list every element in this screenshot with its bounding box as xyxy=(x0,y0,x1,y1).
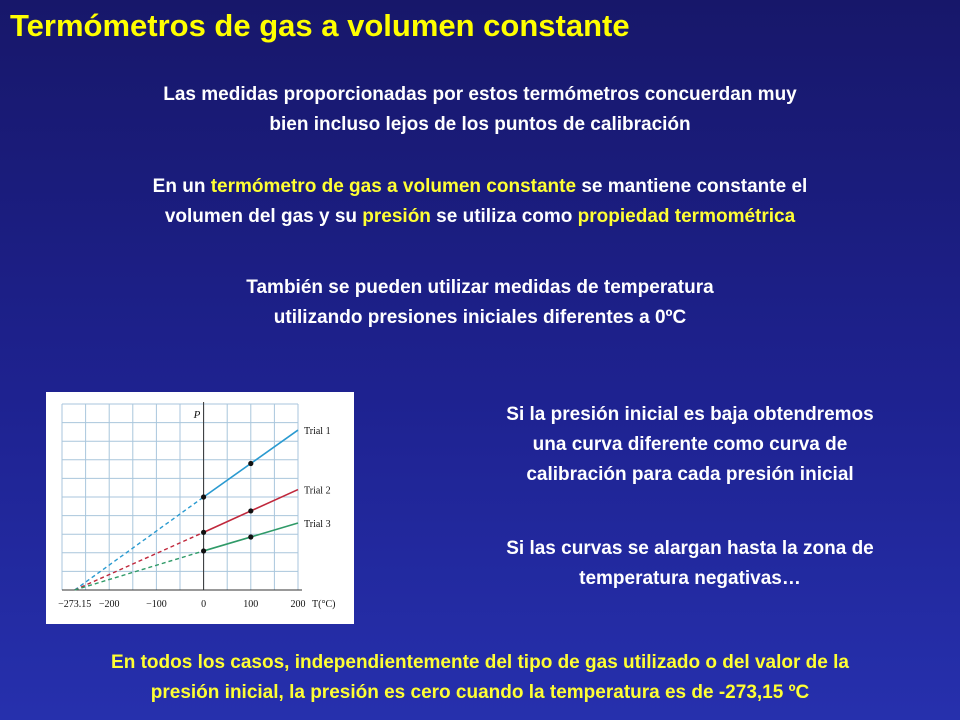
low-pressure-line-1: Si la presión inicial es baja obtendremos xyxy=(506,404,874,425)
text-segment: volumen del gas y su xyxy=(164,206,363,227)
low-pressure-paragraph xyxy=(440,400,940,490)
data-point xyxy=(201,530,206,535)
highlight-pressure: presión xyxy=(362,206,431,227)
definition-line-2 xyxy=(0,202,960,232)
series-extrapolation-dashed xyxy=(75,532,204,590)
slide-title: Termómetros de gas a volumen constante xyxy=(10,8,630,43)
initial-pressures-line-1: También se pueden utilizar medidas de temperatura xyxy=(246,277,714,298)
intro-line-2: bien incluso lejos de los puntos de calibración xyxy=(269,114,691,135)
series-legend-label: Trial 3 xyxy=(304,519,331,531)
text-segment: se mantiene constante el xyxy=(576,176,808,197)
series-legend-label: Trial 1 xyxy=(304,426,331,438)
data-point xyxy=(201,494,206,499)
text-segment: En un xyxy=(152,176,211,197)
data-point xyxy=(248,534,253,539)
extrapolation-line-2: temperatura negativas… xyxy=(579,568,801,589)
conclusion-paragraph xyxy=(0,648,960,708)
x-tick-label: 200 xyxy=(290,599,306,610)
data-point xyxy=(248,508,253,513)
data-point xyxy=(201,548,206,553)
x-tick-label: −273.15 xyxy=(58,599,92,610)
low-pressure-line-3: calibración para cada presión inicial xyxy=(526,464,854,485)
x-tick-label: −200 xyxy=(98,599,120,610)
x-tick-label: 0 xyxy=(201,599,207,610)
data-point xyxy=(248,461,253,466)
chart-canvas xyxy=(46,392,354,624)
conclusion-line-2: presión inicial, la presión es cero cuando la temperatura es de -273,15 ºC xyxy=(150,682,810,703)
definition-paragraph xyxy=(0,172,960,232)
intro-line-1: Las medidas proporcionadas por estos termómetros concuerdan muy xyxy=(163,84,797,105)
y-axis-label: P xyxy=(193,409,201,421)
text-segment: se utiliza como xyxy=(430,206,578,227)
x-tick-label: 100 xyxy=(243,599,259,610)
highlight-thermometric-property: propiedad termométrica xyxy=(577,206,796,227)
x-tick-label: −100 xyxy=(146,599,167,610)
series-legend-label: Trial 2 xyxy=(304,485,331,497)
definition-line-1 xyxy=(0,172,960,202)
pressure-temperature-chart xyxy=(46,392,354,624)
highlight-gas-thermometer: termómetro de gas a volumen constante xyxy=(210,176,577,197)
extrapolation-line-1: Si las curvas se alargan hasta la zona de xyxy=(506,538,874,559)
initial-pressures-paragraph xyxy=(0,273,960,333)
series-extrapolation-dashed xyxy=(75,551,204,590)
initial-pressures-line-2: utilizando presiones iniciales diferentes a 0ºC xyxy=(273,307,687,328)
series-extrapolation-dashed xyxy=(75,497,204,590)
x-axis-label: T(°C) xyxy=(312,599,336,610)
low-pressure-line-2: una curva diferente como curva de xyxy=(532,434,848,455)
conclusion-line-1: En todos los casos, independientemente del tipo de gas utilizado o del valor de la xyxy=(111,652,849,673)
intro-paragraph xyxy=(0,80,960,140)
extrapolation-paragraph xyxy=(440,534,940,594)
